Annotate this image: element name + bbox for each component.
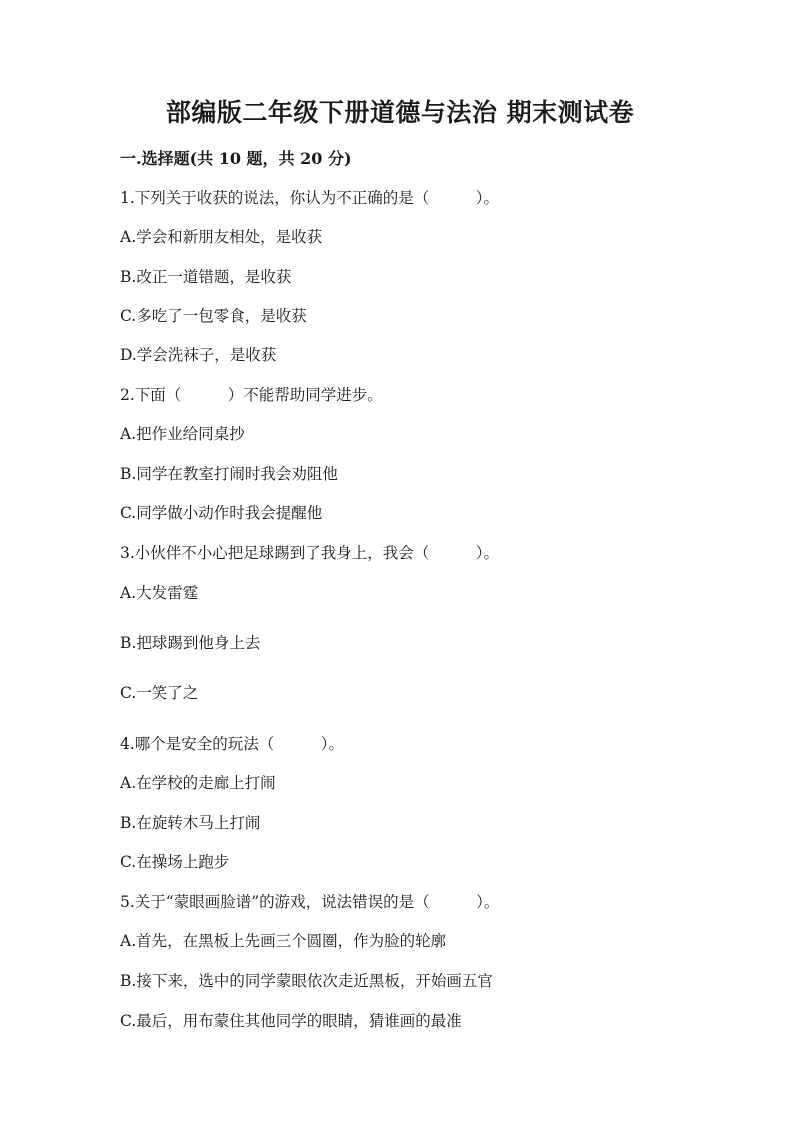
question-2-option-b: B.同学在教室打闹时我会劝阻他 — [120, 465, 338, 483]
question-2-option-c: C.同学做小动作时我会提醒他 — [120, 504, 323, 522]
question-3-stem: 3.小伙伴不小心把足球踢到了我身上，我会（ ）。 — [120, 544, 500, 562]
question-5-option-a: A.首先，在黑板上先画三个圆圈，作为脸的轮廓 — [120, 932, 447, 950]
question-1-option-c: C.多吃了一包零食，是收获 — [120, 307, 307, 325]
question-4-stem: 4.哪个是安全的玩法（ ）。 — [120, 735, 345, 753]
question-1-option-a: A.学会和新朋友相处，是收获 — [120, 228, 323, 246]
question-4-option-b: B.在旋转木马上打闹 — [120, 814, 261, 832]
section-heading: 一.选择题(共 10 题，共 20 分) — [120, 149, 352, 168]
question-2-option-a: A.把作业给同桌抄 — [120, 425, 245, 443]
question-1-option-b: B.改正一道错题，是收获 — [120, 268, 292, 286]
question-1-option-d: D.学会洗袜子，是收获 — [120, 346, 277, 364]
question-3-option-c: C.一笑了之 — [120, 684, 199, 702]
exam-title: 部编版二年级下册道德与法治 期末测试卷 — [165, 98, 635, 127]
question-3-option-b: B.把球踢到他身上去 — [120, 634, 261, 652]
question-5-stem: 5.关于“蒙眼画脸谱”的游戏，说法错误的是（ ）。 — [120, 893, 500, 911]
question-3-option-a: A.大发雷霆 — [120, 584, 199, 602]
question-4-option-c: C.在操场上跑步 — [120, 853, 230, 871]
question-1-stem: 1.下列关于收获的说法，你认为不正确的是（ ）。 — [120, 189, 500, 207]
question-5-option-c: C.最后，用布蒙住其他同学的眼睛，猜谁画的最准 — [120, 1012, 462, 1030]
question-4-option-a: A.在学校的走廊上打闹 — [120, 774, 276, 792]
question-5-option-b: B.接下来，选中的同学蒙眼依次走近黑板，开始画五官 — [120, 972, 493, 990]
question-2-stem: 2.下面（ ）不能帮助同学进步。 — [120, 386, 383, 404]
